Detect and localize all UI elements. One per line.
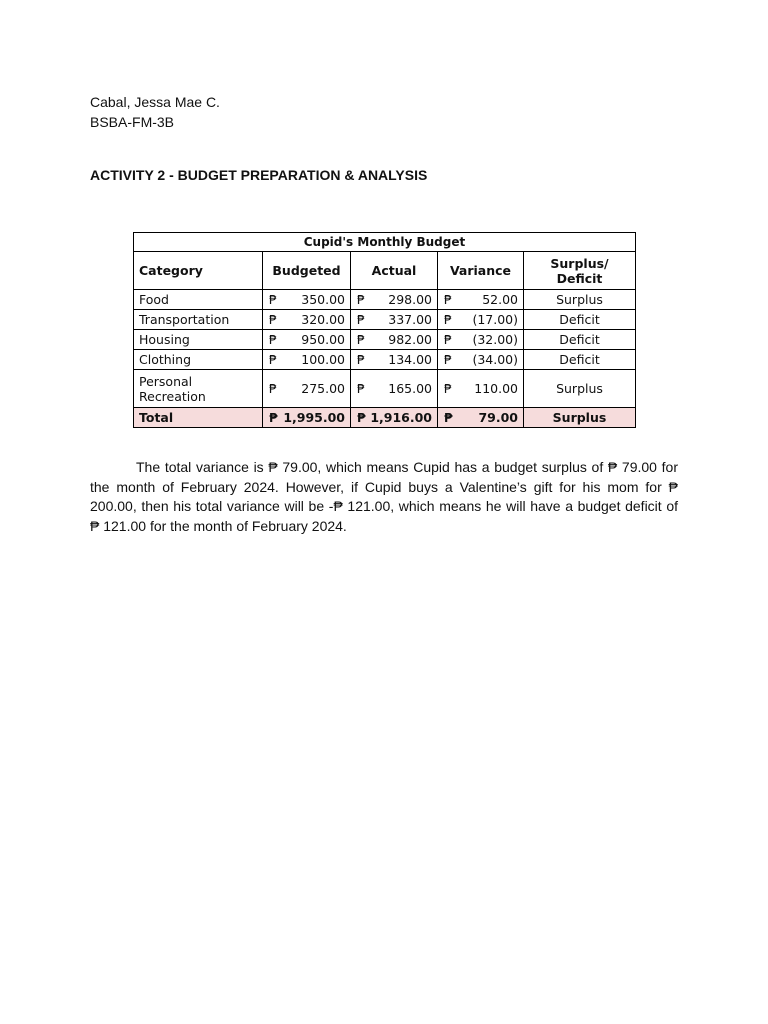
- row-status: Deficit: [524, 350, 636, 370]
- row-variance: ₱ 110.00: [438, 370, 524, 408]
- student-section: BSBA-FM-3B: [90, 114, 175, 130]
- row-budgeted: ₱ 950.00: [263, 330, 351, 350]
- row-budgeted: ₱ 320.00: [263, 310, 351, 330]
- table-row: [134, 310, 636, 330]
- total-label: Total: [134, 408, 263, 428]
- table-row: [134, 330, 636, 350]
- total-variance: ₱ 79.00: [438, 408, 524, 428]
- header-status: Surplus/ Deficit: [524, 252, 636, 290]
- row-category: Personal Recreation: [134, 370, 263, 408]
- header-budgeted: Budgeted: [263, 252, 351, 290]
- total-row: [134, 408, 636, 428]
- total-status: Surplus: [524, 408, 636, 428]
- row-status: Deficit: [524, 330, 636, 350]
- row-variance: ₱ (17.00): [438, 310, 524, 330]
- row-actual: ₱ 982.00: [351, 330, 438, 350]
- row-actual: ₱ 298.00: [351, 290, 438, 310]
- header-variance: Variance: [438, 252, 524, 290]
- row-status: Deficit: [524, 310, 636, 330]
- row-budgeted: ₱ 350.00: [263, 290, 351, 310]
- row-variance: ₱ (32.00): [438, 330, 524, 350]
- row-category: Clothing: [134, 350, 263, 370]
- header-category: Category: [134, 252, 263, 290]
- row-budgeted: ₱ 275.00: [263, 370, 351, 408]
- table-row: [134, 290, 636, 310]
- student-info: [90, 92, 220, 132]
- row-category: Food: [134, 290, 263, 310]
- total-budgeted: ₱ 1,995.00: [263, 408, 351, 428]
- table-body: [134, 290, 636, 408]
- header-actual: Actual: [351, 252, 438, 290]
- table-row: [134, 370, 636, 408]
- activity-title: ACTIVITY 2 - BUDGET PREPARATION & ANALYSIS: [90, 167, 428, 183]
- row-category: Housing: [134, 330, 263, 350]
- analysis-paragraph: The total variance is ₱ 79.00, which means Cupid has a budget surplus of ₱ 79.00 for the month of February 2024. However, if Cupid buys a Valentine’s gift for his mom for ₱ 200.00, then his total variance will be -₱ 121.00, which means he will have a budget deficit of ₱ 121.00 for the month of February 2024.: [90, 459, 678, 534]
- row-actual: ₱ 337.00: [351, 310, 438, 330]
- table-row: [134, 350, 636, 370]
- row-status: Surplus: [524, 290, 636, 310]
- row-category: Transportation: [134, 310, 263, 330]
- budget-table: [133, 232, 636, 428]
- student-name: Cabal, Jessa Mae C.: [90, 94, 220, 110]
- row-status: Surplus: [524, 370, 636, 408]
- row-actual: ₱ 165.00: [351, 370, 438, 408]
- row-variance: ₱ (34.00): [438, 350, 524, 370]
- total-actual: ₱ 1,916.00: [351, 408, 438, 428]
- table-title: Cupid's Monthly Budget: [134, 233, 636, 252]
- row-variance: ₱ 52.00: [438, 290, 524, 310]
- row-budgeted: ₱ 100.00: [263, 350, 351, 370]
- table-header-row: [134, 252, 636, 290]
- row-actual: ₱ 134.00: [351, 350, 438, 370]
